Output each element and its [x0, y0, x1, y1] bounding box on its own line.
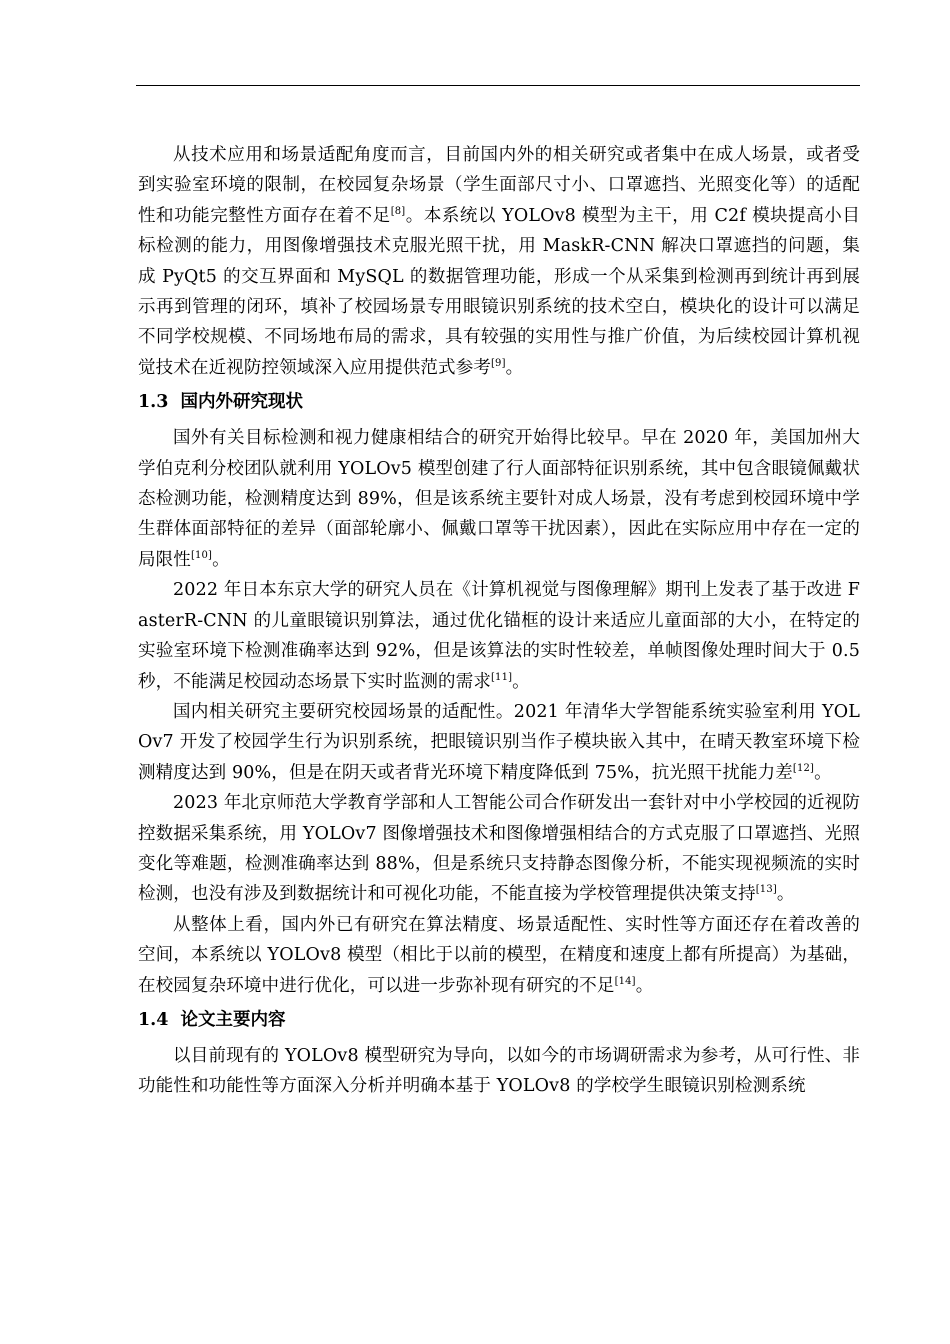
section-title: 国内外研究现状: [180, 392, 303, 413]
paragraph-text: 以目前现有的 YOLOv8 模型研究为导向，以如今的市场调研需求为参考，从可行性、非功能性和功能性等方面深入分析并明确本基于 YOLOv8 的学校学生眼镜识别检测系统: [138, 1045, 860, 1097]
paragraph: [138, 788, 860, 910]
citation-ref: [14]: [614, 975, 636, 987]
paragraph-text: 2022 年日本东京大学的研究人员在《计算机视觉与图像理解》期刊上发表了基于改进 FasterR-CNN 的儿童眼镜识别算法，通过优化锚框的设计来适应儿童面部的大小，在特定的实验室环境下检测准确率达到 92%，但是该算法的实时性较差，单帧图像处理时间大于 0.5 秒，不能满足校园动态场景下实时监测的需求: [138, 580, 860, 692]
page-body: [138, 140, 860, 1102]
paragraph: [138, 423, 860, 575]
paragraph-text: 国内相关研究主要研究校园场景的适配性。2021 年清华大学智能系统实验室利用 YOLOv7 开发了校园学生行为识别系统，把眼镜识别当作子模块嵌入其中，在晴天教室环境下检测精度达到 90%，但是在阴天或者背光环境下精度降低到 75%，抗光照干扰能力差: [138, 701, 860, 783]
paragraph-text: 。: [814, 762, 832, 783]
section-number: 1.4: [138, 1009, 169, 1030]
paragraph-text: 。: [512, 671, 530, 692]
paragraph-text: 。: [635, 975, 654, 996]
paragraph-text: 。本系统以 YOLOv8 模型为主干，用 C2f 模块提高小目标检测的能力，用图像增强技术克服光照干扰，用 MaskR-CNN 解决口罩遮挡的问题，集成 PyQt5 的交互界面和 MySQL 的数据管理功能，形成一个从采集到检测再到统计再到展示再到管理的闭环，填补了校园场景专用眼镜识别系统的技术空白，模块化的设计可以满足不同学校规模、不同场地布局的需求，具有较强的实用性与推广价值，为后续校园计算机视觉技术在近视防控领域深入应用提供范式参考: [138, 205, 860, 378]
paragraph: [138, 140, 860, 383]
section-number: 1.3: [138, 392, 169, 413]
paragraph-text: 从整体上看，国内外已有研究在算法精度、场景适配性、实时性等方面还存在着改善的空间，本系统以 YOLOv8 模型（相比于以前的模型，在精度和速度上都有所提高）为基础，在校园复杂环境中进行优化，可以进一步弥补现有研究的不足: [138, 914, 860, 996]
paragraph-text: 从技术应用和场景适配角度而言，目前国内外的相关研究或者集中在成人场景，或者受到实验室环境的限制，在校园复杂场景（学生面部尺寸小、口罩遮挡、光照变化等）的适配性和功能完整性方面存在着不足: [138, 145, 860, 226]
header-rule: [136, 85, 860, 86]
section-heading: [138, 383, 860, 423]
citation-ref: [9]: [491, 358, 506, 370]
citation-ref: [12]: [792, 762, 815, 774]
citation-ref: [13]: [755, 884, 777, 896]
paragraph-text: 国外有关目标检测和视力健康相结合的研究开始得比较早。早在 2020 年，美国加州大学伯克利分校团队就利用 YOLOv5 模型创建了行人面部特征识别系统，其中包含眼镜佩戴状态检测功能，检测精度达到 89%，但是该系统主要针对成人场景，没有考虑到校园环境中学生群体面部特征的差异（面部轮廓小、佩戴口罩等干扰因素），因此在实际应用中存在一定的局限性: [138, 428, 860, 570]
paragraph-text: 。: [505, 357, 524, 378]
section-title: 论文主要内容: [180, 1009, 286, 1030]
paragraph-text: 。: [776, 884, 795, 905]
citation-ref: [8]: [390, 205, 406, 217]
citation-ref: [11]: [491, 671, 513, 683]
paragraph: [138, 697, 860, 788]
paragraph: [138, 1041, 860, 1102]
citation-ref: [10]: [190, 550, 213, 562]
paragraph-text: 。: [212, 549, 230, 570]
section-heading: [138, 1001, 860, 1041]
paragraph: [138, 575, 860, 697]
paragraph-text: 2023 年北京师范大学教育学部和人工智能公司合作研发出一套针对中小学校园的近视防控数据采集系统，用 YOLOv7 图像增强技术和图像增强相结合的方式克服了口罩遮挡、光照变化等难题，检测准确率达到 88%，但是系统只支持静态图像分析，不能实现视频流的实时检测，也没有涉及到数据统计和可视化功能，不能直接为学校管理提供决策支持: [138, 793, 860, 905]
paragraph: [138, 910, 860, 1001]
